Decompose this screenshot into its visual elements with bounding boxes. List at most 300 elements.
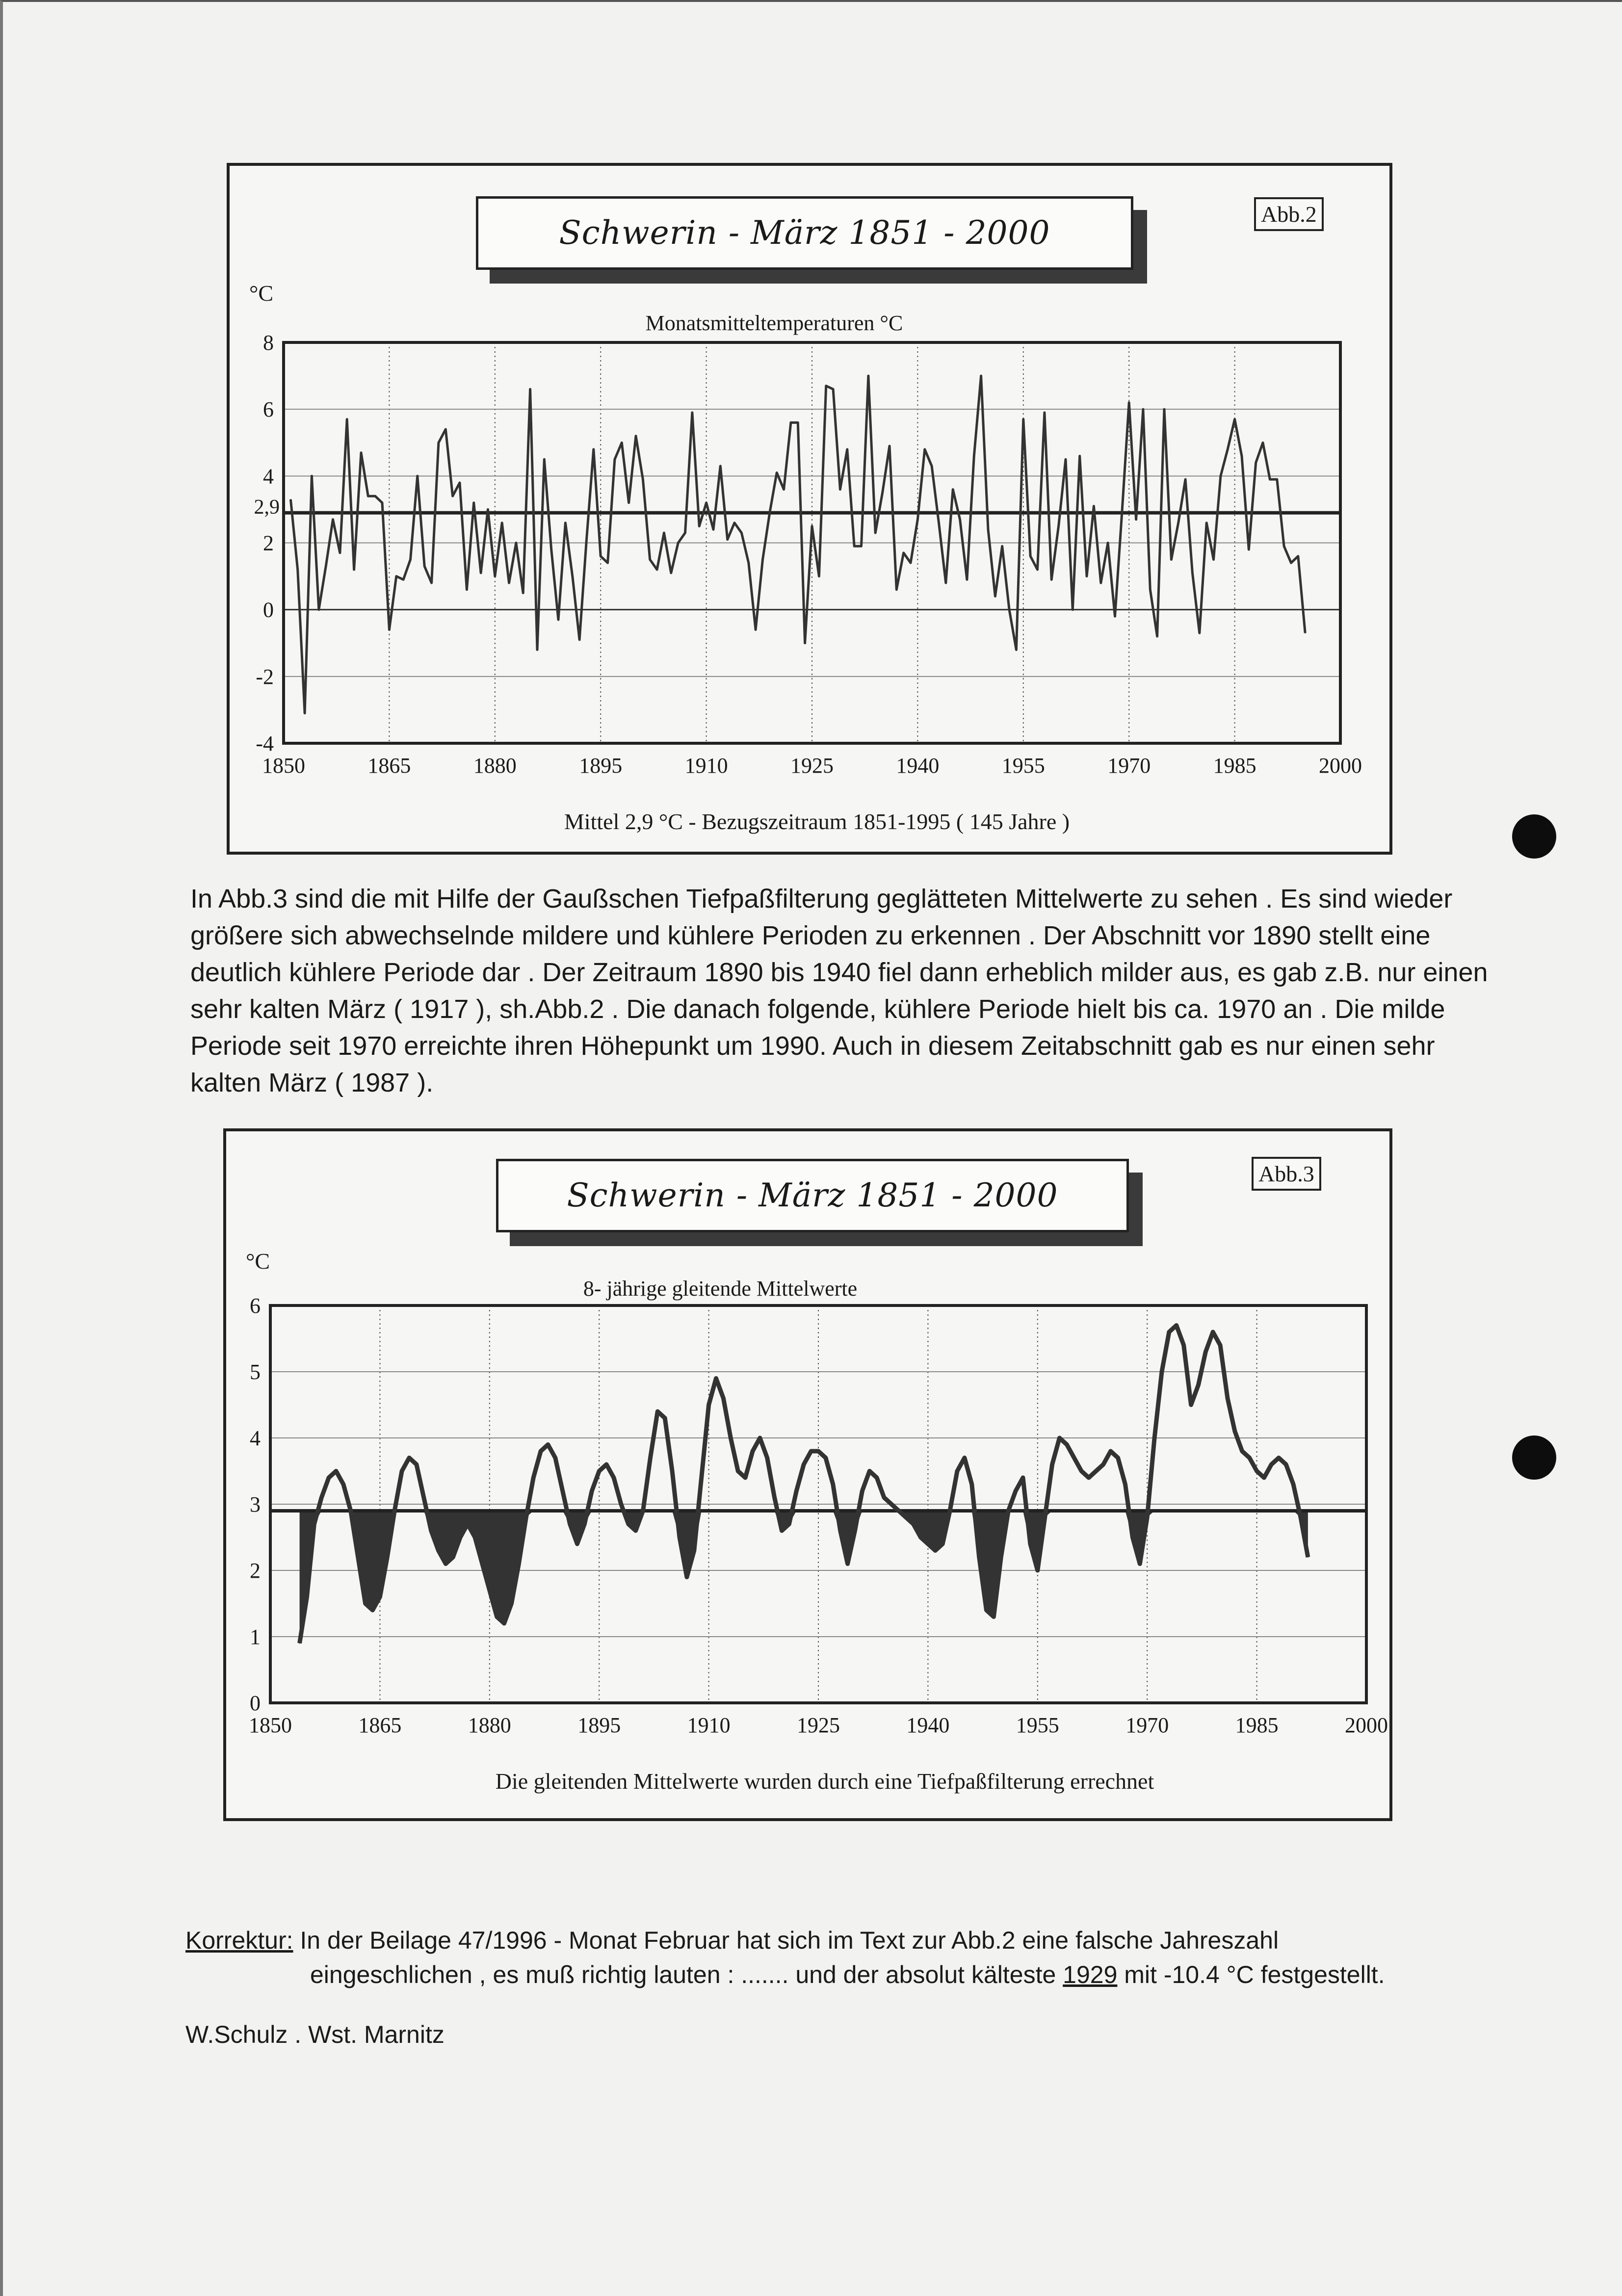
below-mean-area (300, 1511, 1308, 1644)
data-point (431, 1530, 432, 1531)
data-point (782, 1530, 783, 1531)
x-tick-label: 1955 (1016, 1713, 1059, 1737)
data-point (759, 1437, 760, 1438)
data-point (811, 525, 812, 526)
chart-footer: Die gleitenden Mittelwerte wurden durch eine Tiefpaßfilterung errechnet (495, 1769, 1154, 1794)
data-point (504, 1623, 505, 1624)
data-point (635, 436, 636, 437)
data-point (325, 566, 326, 567)
data-point (927, 1543, 928, 1544)
x-tick-label: 1880 (473, 754, 517, 778)
data-point (1037, 569, 1038, 570)
data-point (606, 1464, 607, 1465)
data-point (706, 502, 707, 503)
data-point (1132, 1537, 1133, 1538)
data-point (1110, 1451, 1111, 1452)
data-point (715, 1378, 716, 1379)
data-point (1234, 419, 1235, 420)
data-point (570, 1524, 571, 1525)
data-point (1285, 1464, 1286, 1465)
data-point (1213, 559, 1214, 560)
data-point (1030, 556, 1031, 557)
data-point (354, 569, 355, 570)
data-point (321, 1497, 322, 1498)
data-point (1227, 449, 1228, 450)
data-point (358, 1557, 359, 1558)
data-point (1030, 1543, 1031, 1544)
data-point (1139, 1564, 1140, 1565)
data-point (952, 489, 953, 490)
y-axis-unit: °C (246, 1249, 270, 1274)
data-point (511, 1603, 512, 1604)
data-point (555, 1458, 556, 1459)
data-point (1066, 1444, 1067, 1445)
data-point (862, 1490, 863, 1491)
data-point (1262, 442, 1263, 443)
data-point (924, 449, 925, 450)
correction-line1: In der Beilage 47/1996 - Monat Februar hat sich im Text zur Abb.2 eine falsche Jahreszahl (293, 1927, 1279, 1954)
figure-title: Schwerin - März 1851 - 2000 (476, 196, 1133, 270)
data-point (1220, 475, 1221, 476)
correction-text-end: mit -10.4 °C festgestellt. (1117, 1961, 1385, 1988)
data-point (701, 1477, 702, 1478)
data-point (621, 442, 622, 443)
data-point (847, 449, 848, 450)
data-point (382, 502, 383, 503)
data-point (1206, 522, 1207, 523)
data-point (438, 1550, 439, 1551)
data-point (628, 502, 629, 503)
data-point (776, 472, 777, 473)
data-point (854, 1530, 855, 1531)
data-point (593, 449, 594, 450)
author: W.Schulz . Wst. Marnitz (185, 2021, 445, 2048)
data-point (459, 482, 460, 483)
y-tick-label: 2 (263, 531, 274, 555)
data-point (591, 1490, 592, 1491)
data-point (409, 1458, 410, 1459)
data-point (1290, 562, 1291, 563)
data-point (1234, 1431, 1235, 1432)
data-point (1164, 409, 1165, 410)
data-point (424, 566, 425, 567)
punch-hole (1512, 1435, 1556, 1480)
data-point (1154, 1437, 1155, 1438)
data-point (876, 1477, 877, 1478)
data-point (551, 549, 552, 550)
data-point (981, 375, 982, 376)
data-point (1176, 1325, 1177, 1326)
y-tick-label: 2 (250, 1559, 261, 1583)
x-tick-label: 1910 (684, 754, 728, 778)
data-point (1008, 1511, 1009, 1512)
data-point (1100, 582, 1101, 583)
data-point (913, 1524, 914, 1525)
data-point (986, 1610, 987, 1611)
data-point (1212, 1331, 1213, 1332)
data-point (657, 1411, 658, 1412)
data-point (396, 576, 397, 577)
data-point (964, 1458, 965, 1459)
data-point (784, 489, 785, 490)
data-point (685, 532, 686, 533)
data-point (586, 539, 587, 540)
data-point (839, 489, 840, 490)
x-tick-label: 1970 (1125, 1713, 1169, 1737)
data-point (898, 1511, 899, 1512)
figure-abb2 (227, 163, 1392, 855)
data-point (686, 1577, 687, 1578)
data-point (869, 1471, 870, 1472)
y-tick-label: 4 (263, 464, 274, 489)
y-tick-label: 6 (250, 1294, 261, 1318)
data-point (826, 386, 827, 387)
data-point (1183, 1345, 1184, 1346)
data-point (1016, 649, 1017, 650)
data-point (565, 522, 566, 523)
x-tick-label: 2000 (1345, 1713, 1388, 1737)
data-point (979, 1557, 980, 1558)
x-tick-label: 1985 (1213, 754, 1256, 778)
data-point (889, 445, 890, 446)
data-point (445, 429, 446, 430)
data-point (467, 1524, 468, 1525)
data-point (548, 1444, 549, 1445)
punch-hole (1512, 814, 1556, 859)
data-point (1283, 546, 1284, 547)
data-point (931, 466, 932, 467)
data-point (473, 502, 474, 503)
data-point (501, 522, 502, 523)
data-point (328, 1477, 329, 1478)
data-point (1171, 559, 1172, 560)
data-point (452, 1557, 453, 1558)
data-point (708, 1405, 709, 1406)
data-point (1300, 1517, 1301, 1518)
data-point (614, 459, 615, 460)
y-axis-unit: °C (249, 281, 274, 306)
figure-label: Abb.2 (1254, 197, 1324, 231)
data-point (1059, 1437, 1060, 1438)
x-tick-label: 1925 (790, 754, 834, 778)
data-point (971, 1484, 972, 1485)
data-point (903, 552, 904, 553)
data-point (577, 1543, 578, 1544)
data-point (1241, 455, 1242, 456)
data-point (1114, 616, 1115, 617)
data-point (1086, 576, 1087, 577)
data-point (1009, 609, 1010, 610)
figure-title: Schwerin - März 1851 - 2000 (496, 1159, 1129, 1232)
data-point (584, 1524, 585, 1525)
data-point (748, 562, 749, 563)
data-point (723, 1398, 724, 1399)
data-point (1081, 1471, 1082, 1472)
data-point (973, 455, 974, 456)
data-point (1136, 519, 1137, 520)
data-point (416, 1464, 417, 1465)
data-point (1256, 1471, 1257, 1472)
data-point (1192, 573, 1193, 574)
data-point (417, 475, 418, 476)
data-point (910, 562, 911, 563)
data-point (884, 1497, 885, 1498)
data-point (1037, 1570, 1038, 1571)
data-point (1015, 1490, 1016, 1491)
data-point (387, 1557, 388, 1558)
data-point (1065, 459, 1066, 460)
data-point (699, 525, 700, 526)
x-tick-label: 1970 (1107, 754, 1151, 778)
data-point (868, 375, 869, 376)
x-tick-label: 1925 (797, 1713, 840, 1737)
data-point (599, 1471, 600, 1472)
data-point (558, 619, 559, 620)
correction-label: Korrektur: (185, 1927, 293, 1954)
data-point (389, 629, 390, 630)
data-point (365, 1603, 366, 1604)
data-point (818, 1451, 819, 1452)
figure-label: Abb.3 (1252, 1157, 1321, 1191)
data-point (755, 629, 756, 630)
data-point (774, 1497, 775, 1498)
data-point (847, 1564, 848, 1565)
data-point (949, 1511, 950, 1512)
data-point (833, 389, 834, 390)
data-point (306, 1596, 307, 1597)
data-point (562, 1490, 563, 1491)
data-point (788, 1524, 789, 1525)
data-point (1058, 525, 1059, 526)
data-point (423, 1497, 424, 1498)
data-point (805, 643, 806, 644)
x-tick-label: 1895 (577, 1713, 621, 1737)
data-point (495, 576, 496, 577)
x-tick-label: 1850 (249, 1713, 292, 1737)
data-point (994, 596, 995, 597)
data-point (445, 1564, 446, 1565)
data-point (474, 1537, 475, 1538)
data-point (1157, 636, 1158, 637)
data-point (672, 1471, 673, 1472)
data-point (1093, 506, 1094, 507)
data-point (656, 569, 657, 570)
data-point (920, 1537, 921, 1538)
data-point (1044, 412, 1045, 413)
data-point (482, 1564, 483, 1565)
data-point (1128, 402, 1129, 403)
data-point (621, 1504, 622, 1505)
data-point (1118, 1458, 1119, 1459)
data-point (290, 499, 291, 500)
chart-abb3 (226, 1131, 1389, 1818)
data-point (825, 1458, 826, 1459)
data-point (938, 522, 939, 523)
data-point (299, 1643, 300, 1644)
data-point (796, 1490, 797, 1491)
x-tick-label: 1865 (358, 1713, 402, 1737)
data-point (401, 1471, 402, 1472)
y-tick-label: 1 (250, 1625, 261, 1649)
data-point (803, 1464, 804, 1465)
data-point (650, 1458, 651, 1459)
data-point (1178, 522, 1179, 523)
data-point (1072, 609, 1073, 610)
data-point (1263, 1477, 1264, 1478)
data-point (1205, 1352, 1206, 1353)
data-point (311, 475, 312, 476)
y-tick-label: -4 (256, 731, 274, 756)
data-point (628, 1524, 629, 1525)
chart-footer: Mittel 2,9 °C - Bezugszeitraum 1851-1995 ( 145 Jahre ) (564, 809, 1070, 834)
correction-line2 (185, 1957, 1510, 1992)
data-point (350, 1511, 351, 1512)
data-point (572, 576, 573, 577)
data-point (967, 579, 968, 580)
data-point (993, 1617, 994, 1618)
data-point (1045, 1517, 1046, 1518)
data-point (840, 1530, 841, 1531)
data-point (663, 532, 664, 533)
data-point (790, 422, 791, 423)
data-point (692, 412, 693, 413)
y-tick-label: 6 (263, 397, 274, 422)
data-point (1088, 1477, 1089, 1478)
data-point (438, 442, 439, 443)
data-point (875, 532, 876, 533)
data-point (942, 1543, 943, 1544)
data-point (671, 573, 672, 574)
data-point (1107, 543, 1108, 544)
data-point (544, 459, 545, 460)
x-tick-label: 1850 (262, 754, 305, 778)
data-point (1227, 1398, 1228, 1399)
data-series-line (290, 376, 1305, 713)
data-point (372, 1610, 373, 1611)
data-point (650, 559, 651, 560)
y-tick-label: 3 (250, 1492, 261, 1516)
data-point (1169, 1331, 1170, 1332)
data-point (720, 466, 721, 467)
correction-year: 1929 (1063, 1961, 1118, 1988)
data-point (1051, 579, 1052, 580)
data-point (762, 559, 763, 560)
y-tick-label: 0 (263, 598, 274, 622)
data-point (767, 1458, 768, 1459)
x-tick-label: 1940 (906, 1713, 950, 1737)
data-point (664, 1418, 665, 1419)
data-point (854, 546, 855, 547)
data-point (906, 1517, 907, 1518)
y-tick-label: 0 (250, 1691, 261, 1715)
x-tick-label: 1985 (1235, 1713, 1279, 1737)
data-point (518, 1564, 519, 1565)
data-point (1199, 632, 1200, 633)
data-point (957, 1471, 958, 1472)
data-point (988, 529, 989, 530)
data-point (694, 1550, 695, 1551)
data-point (1073, 1458, 1074, 1459)
data-point (336, 1471, 337, 1472)
data-point (745, 1477, 746, 1478)
data-point (1293, 1484, 1294, 1485)
data-point (537, 649, 538, 650)
data-point (533, 1477, 534, 1478)
data-point (489, 1590, 490, 1591)
x-tick-label: 1865 (367, 754, 411, 778)
y-tick-label: -2 (256, 664, 274, 689)
data-point (861, 546, 862, 547)
data-point (730, 1437, 731, 1438)
data-point (1269, 479, 1270, 480)
data-point (1185, 479, 1186, 480)
correction-text: eingeschlichen , es muß richtig lauten : ....... und der absolut kälteste (310, 1961, 1063, 1988)
data-point (318, 609, 319, 610)
data-point (487, 509, 488, 510)
data-point (1242, 1451, 1243, 1452)
data-point (1023, 419, 1024, 420)
data-point (713, 529, 714, 530)
data-point (394, 1511, 395, 1512)
data-point (741, 532, 742, 533)
data-point (737, 1471, 738, 1472)
data-point (1161, 1371, 1162, 1372)
data-point (896, 589, 897, 590)
data-point (1198, 1384, 1199, 1385)
data-point (304, 713, 305, 714)
y-tick-label: 4 (250, 1426, 261, 1450)
data-point (431, 582, 432, 583)
data-point (1002, 546, 1003, 547)
data-point (734, 522, 735, 523)
data-point (1305, 632, 1306, 633)
data-point (1052, 1464, 1053, 1465)
data-point (1103, 1464, 1104, 1465)
data-point (525, 1517, 526, 1518)
data-point (530, 389, 531, 390)
data-point (891, 1504, 892, 1505)
data-point (579, 639, 580, 640)
data-point (607, 562, 608, 563)
data-point (540, 1451, 541, 1452)
x-tick-label: 1895 (579, 754, 623, 778)
data-point (635, 1530, 636, 1531)
data-point (642, 479, 643, 480)
data-point (643, 1511, 644, 1512)
data-point (917, 519, 918, 520)
data-point (343, 1484, 344, 1485)
data-point (460, 1537, 461, 1538)
data-point (600, 556, 601, 557)
data-point (346, 419, 347, 420)
data-point (333, 519, 334, 520)
data-point (1248, 549, 1249, 550)
data-point (516, 543, 517, 544)
mean-label: 2,9 (254, 496, 280, 519)
data-point (960, 519, 961, 520)
data-point (797, 422, 798, 423)
data-point (379, 1596, 380, 1597)
data-point (1143, 409, 1144, 410)
data-point (769, 512, 770, 513)
data-point (818, 576, 819, 577)
data-point (297, 569, 298, 570)
data-point (752, 1451, 753, 1452)
data-point (1191, 1405, 1192, 1406)
data-point (410, 559, 411, 560)
data-point (1271, 1464, 1272, 1465)
data-point (1220, 1345, 1221, 1346)
